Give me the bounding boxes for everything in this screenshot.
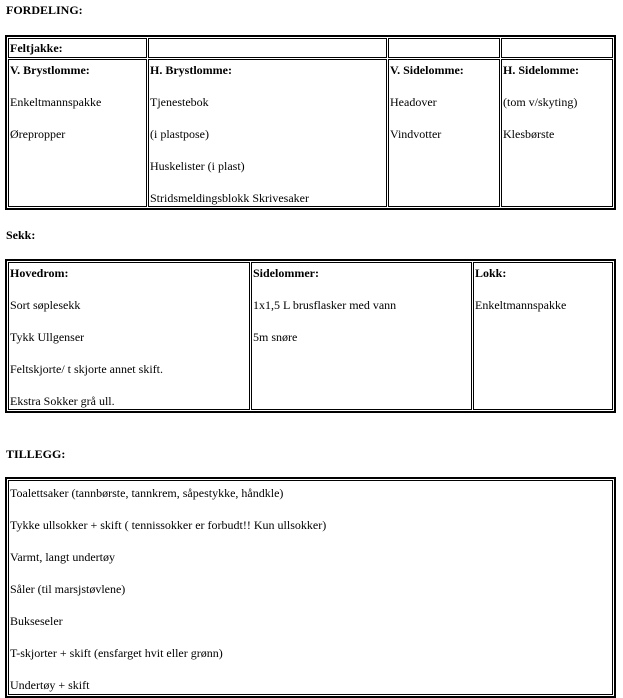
h-sidelomme-cell <box>501 59 613 207</box>
lokk-cell <box>473 262 613 410</box>
list-item: (i plastpose) <box>150 127 209 141</box>
empty-cell <box>388 38 500 58</box>
feltjakke-label: Feltjakke: <box>10 41 63 55</box>
v-brystlomme-cell <box>8 59 147 207</box>
h-brystlomme-cell <box>148 59 387 207</box>
list-item: Ørepropper <box>10 127 66 141</box>
tillegg-cell <box>8 480 613 695</box>
list-item: Enkeltmannspakke <box>10 95 102 109</box>
list-item: Klesbørste <box>503 127 555 141</box>
list-item: Undertøy + skift <box>10 678 90 692</box>
list-item: Tykk Ullgenser <box>10 330 85 344</box>
list-item: T-skjorter + skift (ensfarget hvit eller grønn) <box>10 646 223 660</box>
v-sidelomme-cell <box>388 59 500 207</box>
list-item: Huskelister (i plast) <box>150 159 245 173</box>
list-item: 5m snøre <box>253 330 298 344</box>
list-item: Ekstra Sokker grå ull. <box>10 394 115 408</box>
list-item: 1x1,5 L brusflasker med vann <box>253 298 397 312</box>
tillegg-heading: TILLEGG: <box>6 447 66 461</box>
list-item: Toalettsaker (tannbørste, tannkrem, såpestykke, håndkle) <box>10 486 284 500</box>
sidelommer-cell <box>251 262 472 410</box>
tillegg-table <box>5 477 616 698</box>
column-title: Lokk: <box>475 266 507 280</box>
list-item: Tjenestebok <box>150 95 209 109</box>
list-item: Enkeltmannspakke <box>475 298 567 312</box>
list-item: Tykke ullsokker + skift ( tennissokker er forbudt!! Kun ullsokker) <box>10 518 327 532</box>
fordeling-heading: FORDELING: <box>6 3 83 17</box>
sekk-heading: Sekk: <box>6 228 36 242</box>
list-item: Sort søplesekk <box>10 298 81 312</box>
sekk-table <box>5 259 616 413</box>
column-title: H. Brystlomme: <box>150 63 232 77</box>
column-title: Sidelommer: <box>253 266 319 280</box>
empty-cell <box>148 38 387 58</box>
column-title: H. Sidelomme: <box>503 63 579 77</box>
hovedrom-cell <box>8 262 250 410</box>
empty-cell <box>501 38 613 58</box>
list-item: Feltskjorte/ t skjorte annet skift. <box>10 362 163 376</box>
list-item: Stridsmeldingsblokk Skrivesaker <box>150 191 309 205</box>
list-item: (tom v/skyting) <box>503 95 578 109</box>
column-title: V. Brystlomme: <box>10 63 90 77</box>
list-item: Såler (til marsjstøvlene) <box>10 582 126 596</box>
feltjakke-label-cell <box>8 38 147 58</box>
feltjakke-table <box>5 35 616 210</box>
list-item: Varmt, langt undertøy <box>10 550 115 564</box>
list-item: Vindvotter <box>390 127 442 141</box>
list-item: Headover <box>390 95 437 109</box>
column-title: V. Sidelomme: <box>390 63 464 77</box>
column-title: Hovedrom: <box>10 266 69 280</box>
list-item: Bukseseler <box>10 614 63 628</box>
